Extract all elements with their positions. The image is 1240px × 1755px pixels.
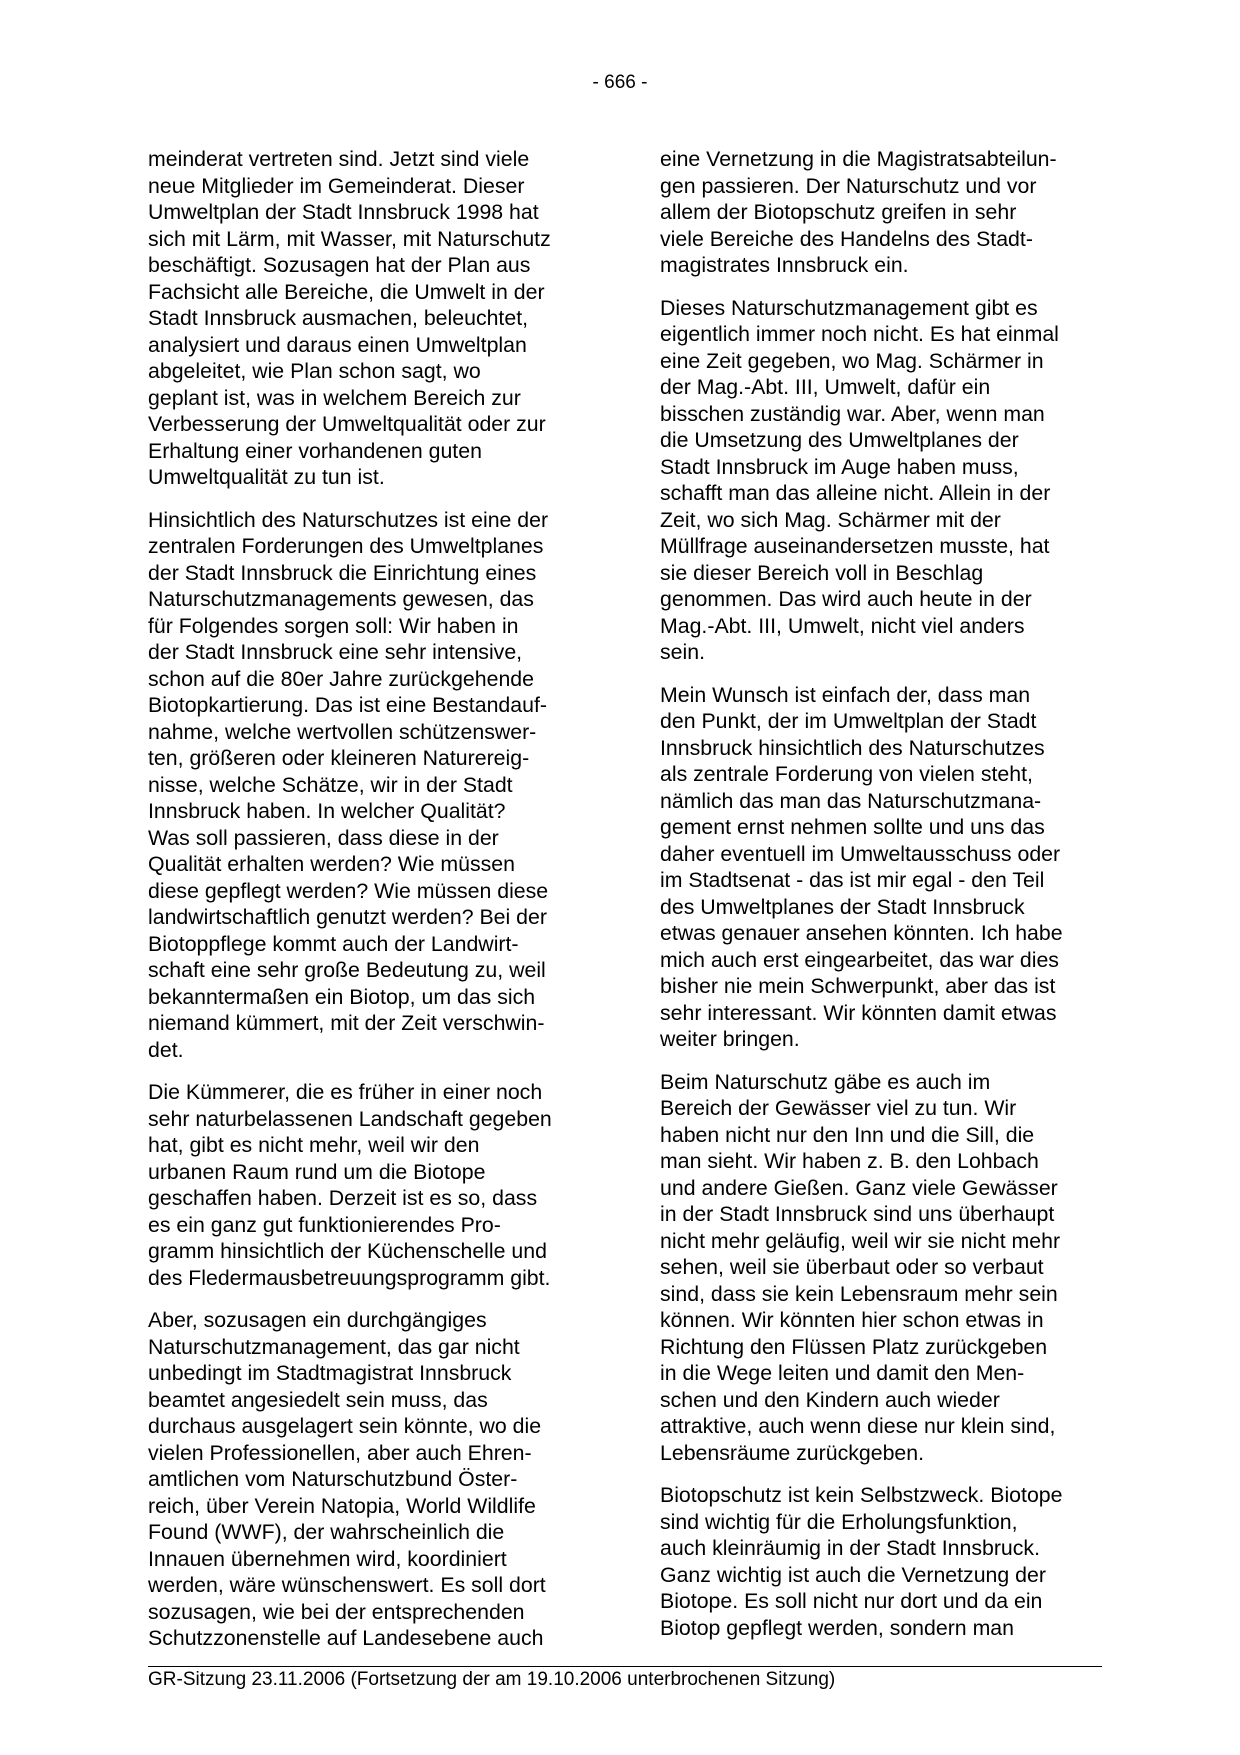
text-line: Biotopschutz ist kein Selbstzweck. Biotope xyxy=(660,1483,1063,1507)
text-line: geschaffen haben. Derzeit ist es so, dass xyxy=(148,1186,538,1210)
text-line: nämlich das man das Naturschutzmana- xyxy=(660,788,1042,813)
text-line: im Stadtsenat - das ist mir egal - den Teil xyxy=(660,868,1045,892)
text-line: Fachsicht alle Bereiche, die Umwelt in der xyxy=(148,279,545,304)
text-line: Naturschutzmanagements gewesen, das xyxy=(148,587,534,611)
text-line: der Stadt Innsbruck eine sehr intensive, xyxy=(148,640,523,664)
text-line: schen und den Kindern auch wieder xyxy=(660,1387,1000,1412)
text-line: amtlichen vom Naturschutzbund Öster- xyxy=(148,1467,518,1491)
text-line: Die Kümmerer, die es früher in einer noch xyxy=(148,1080,543,1104)
text-line: eigentlich immer noch nicht. Es hat einmal xyxy=(660,322,1059,346)
text-line: attraktive, auch wenn diese nur klein sind, xyxy=(660,1414,1056,1438)
text-line: sozusagen, wie bei der entsprechenden xyxy=(148,1599,525,1624)
text-line: nicht mehr geläufig, weil wir sie nicht mehr xyxy=(660,1228,1061,1253)
text-line: Verbesserung der Umweltqualität oder zur xyxy=(148,412,546,436)
text-line: auch kleinräumig in der Stadt Innsbruck. xyxy=(660,1536,1040,1560)
text-line: sehr interessant. Wir könnten damit etwas xyxy=(660,1000,1057,1025)
text-line: meinderat vertreten sind. Jetzt sind viele xyxy=(148,147,530,171)
text-line: die Umsetzung des Umweltplanes der xyxy=(660,428,1019,452)
text-line: Found (WWF), der wahrscheinlich die xyxy=(148,1520,505,1544)
text-line: in die Wege leiten und damit den Men- xyxy=(660,1361,1025,1385)
text-line: Richtung den Flüssen Platz zurückgeben xyxy=(660,1334,1048,1359)
text-line: sind wichtig für die Erholungsfunktion, xyxy=(660,1509,1018,1534)
text-line: für Folgendes sorgen soll: Wir haben in xyxy=(148,613,519,638)
paragraph xyxy=(660,1069,1110,1467)
text-line: sind, dass sie kein Lebensraum mehr sein xyxy=(660,1281,1058,1306)
paragraph xyxy=(660,295,1110,666)
text-line: Hinsichtlich des Naturschutzes ist eine der xyxy=(148,507,549,532)
text-line: den Punkt, der im Umweltplan der Stadt xyxy=(660,709,1037,733)
text-line: Bereich der Gewässer viel zu tun. Wir xyxy=(660,1096,1017,1120)
text-line: det. xyxy=(148,1037,184,1062)
text-line: gramm hinsichtlich der Küchenschelle und xyxy=(148,1239,547,1263)
text-line: in der Stadt Innsbruck sind uns überhaupt xyxy=(660,1202,1055,1226)
text-line: schafft man das alleine nicht. Allein in der xyxy=(660,481,1051,505)
text-line: Zeit, wo sich Mag. Schärmer mit der xyxy=(660,507,1001,532)
text-line: der Stadt Innsbruck die Einrichtung eines xyxy=(148,560,537,585)
text-line: viele Bereiche des Handelns des Stadt- xyxy=(660,226,1033,251)
text-line: abgeleitet, wie Plan schon sagt, wo xyxy=(148,359,481,383)
paragraph xyxy=(148,507,598,1064)
text-line: sehen, weil sie überbaut oder so verbaut xyxy=(660,1255,1044,1279)
text-line: beschäftigt. Sozusagen hat der Plan aus xyxy=(148,253,531,277)
page-number: - 666 - xyxy=(592,72,648,93)
paragraph xyxy=(660,146,1110,279)
text-line: allem der Biotopschutz greifen in sehr xyxy=(660,200,1017,224)
text-line: sein. xyxy=(660,640,705,664)
text-line: werden, wäre wünschenswert. Es soll dort xyxy=(148,1573,546,1597)
text-line: Aber, sozusagen ein durchgängiges xyxy=(148,1308,487,1332)
right-column xyxy=(660,146,1110,1657)
text-line: haben nicht nur den Inn und die Sill, die xyxy=(660,1122,1035,1147)
text-line: eine Zeit gegeben, wo Mag. Schärmer in xyxy=(660,348,1044,373)
text-line: Innsbruck hinsichtlich des Naturschutzes xyxy=(660,735,1045,760)
text-line: weiter bringen. xyxy=(660,1027,800,1051)
paragraph xyxy=(148,146,598,491)
text-line: bekanntermaßen ein Biotop, um das sich xyxy=(148,984,536,1009)
text-line: unbedingt im Stadtmagistrat Innsbruck xyxy=(148,1361,512,1385)
text-line: Umweltplan der Stadt Innsbruck 1998 hat xyxy=(148,200,539,224)
text-line: durchaus ausgelagert sein könnte, wo die xyxy=(148,1414,542,1438)
text-line: Innsbruck haben. In welcher Qualität? xyxy=(148,799,506,823)
text-line: daher eventuell im Umweltausschuss oder xyxy=(660,841,1061,866)
text-line: Naturschutzmanagement, das gar nicht xyxy=(148,1334,520,1359)
text-line: etwas genauer ansehen könnten. Ich habe xyxy=(660,921,1063,945)
text-line: des Umweltplanes der Stadt Innsbruck xyxy=(660,894,1025,919)
text-line: Stadt Innsbruck im Auge haben muss, xyxy=(660,454,1019,479)
text-line: Stadt Innsbruck ausmachen, beleuchtet, xyxy=(148,306,529,330)
text-line: Mein Wunsch ist einfach der, dass man xyxy=(660,682,1031,707)
text-line: Erhaltung einer vorhandenen guten xyxy=(148,438,482,463)
text-line: schaft eine sehr große Bedeutung zu, weil xyxy=(148,958,546,982)
text-line: sich mit Lärm, mit Wasser, mit Naturschutz xyxy=(148,226,551,251)
text-line: Biotope. Es soll nicht nur dort und da ein xyxy=(660,1589,1043,1613)
text-line: beamtet angesiedelt sein muss, das xyxy=(148,1387,488,1412)
text-line: zentralen Forderungen des Umweltplanes xyxy=(148,534,544,558)
text-line: reich, über Verein Natopia, World Wildlife xyxy=(148,1493,536,1518)
text-line: als zentrale Forderung von vielen steht, xyxy=(660,762,1033,786)
text-line: genommen. Das wird auch heute in der xyxy=(660,587,1032,611)
text-line: Lebensräume zurückgeben. xyxy=(660,1440,925,1465)
text-line: Biotopkartierung. Das ist eine Bestandauf- xyxy=(148,693,547,717)
text-line: neue Mitglieder im Gemeinderat. Dieser xyxy=(148,173,525,198)
text-line: des Fledermausbetreuungsprogramm gibt. xyxy=(148,1265,551,1290)
text-line: nahme, welche wertvollen schützenswer- xyxy=(148,719,537,744)
text-line: mich auch erst eingearbeitet, das war dies xyxy=(660,947,1059,972)
text-line: nisse, welche Schätze, wir in der Stadt xyxy=(148,772,513,797)
text-line: Was soll passieren, dass diese in der xyxy=(148,825,499,850)
text-line: Beim Naturschutz gäbe es auch im xyxy=(660,1069,991,1094)
text-line: Schutzzonenstelle auf Landesebene auch xyxy=(148,1626,544,1650)
left-column xyxy=(148,146,598,1668)
text-line: und andere Gießen. Ganz viele Gewässer xyxy=(660,1175,1058,1200)
text-line: Biotop gepflegt werden, sondern man xyxy=(660,1615,1014,1640)
paragraph xyxy=(148,1307,598,1652)
text-line: Ganz wichtig ist auch die Vernetzung der xyxy=(660,1562,1046,1587)
text-line: geplant ist, was in welchem Bereich zur xyxy=(148,385,521,410)
text-line: schon auf die 80er Jahre zurückgehende xyxy=(148,666,534,691)
text-line: gement ernst nehmen sollte und uns das xyxy=(660,815,1045,839)
text-line: Dieses Naturschutzmanagement gibt es xyxy=(660,295,1038,320)
text-line: vielen Professionellen, aber auch Ehren- xyxy=(148,1440,532,1465)
text-line: gen passieren. Der Naturschutz und vor xyxy=(660,173,1037,198)
text-line: sie dieser Bereich voll in Beschlag xyxy=(660,560,984,585)
text-line: Mag.-Abt. III, Umwelt, nicht viel anders xyxy=(660,613,1025,638)
footer-divider xyxy=(148,1666,1102,1667)
text-line: analysiert und daraus einen Umweltplan xyxy=(148,332,527,357)
text-line: sehr naturbelassenen Landschaft gegeben xyxy=(148,1106,552,1131)
text-line: hat, gibt es nicht mehr, weil wir den xyxy=(148,1133,480,1157)
page-footer: GR-Sitzung 23.11.2006 (Fortsetzung der am 19.10.2006 unterbrochenen Sitzung) xyxy=(148,1669,836,1690)
text-line: magistrates Innsbruck ein. xyxy=(660,253,909,277)
text-line: eine Vernetzung in die Magistratsabteilun- xyxy=(660,147,1057,171)
text-line: können. Wir könnten hier schon etwas in xyxy=(660,1308,1044,1332)
text-line: landwirtschaftlich genutzt werden? Bei der xyxy=(148,905,547,929)
text-line: ten, größeren oder kleineren Naturereig- xyxy=(148,746,530,770)
paragraph xyxy=(148,1079,598,1291)
text-line: man sieht. Wir haben z. B. den Lohbach xyxy=(660,1149,1039,1173)
text-line: Umweltqualität zu tun ist. xyxy=(148,465,385,489)
paragraph xyxy=(660,682,1110,1053)
text-line: es ein ganz gut funktionierendes Pro- xyxy=(148,1212,501,1237)
text-line: bisschen zuständig war. Aber, wenn man xyxy=(660,401,1045,426)
text-line: niemand kümmert, mit der Zeit verschwin- xyxy=(148,1011,545,1035)
text-line: bisher nie mein Schwerpunkt, aber das ist xyxy=(660,974,1056,998)
text-line: urbanen Raum rund um die Biotope xyxy=(148,1159,486,1184)
text-line: diese gepflegt werden? Wie müssen diese xyxy=(148,878,549,903)
text-line: der Mag.-Abt. III, Umwelt, dafür ein xyxy=(660,375,991,399)
paragraph xyxy=(660,1482,1110,1641)
text-line: Qualität erhalten werden? Wie müssen xyxy=(148,852,515,876)
text-line: Biotoppflege kommt auch der Landwirt- xyxy=(148,931,519,956)
text-line: Innauen übernehmen wird, koordiniert xyxy=(148,1546,507,1571)
text-line: Müllfrage auseinandersetzen musste, hat xyxy=(660,534,1050,558)
